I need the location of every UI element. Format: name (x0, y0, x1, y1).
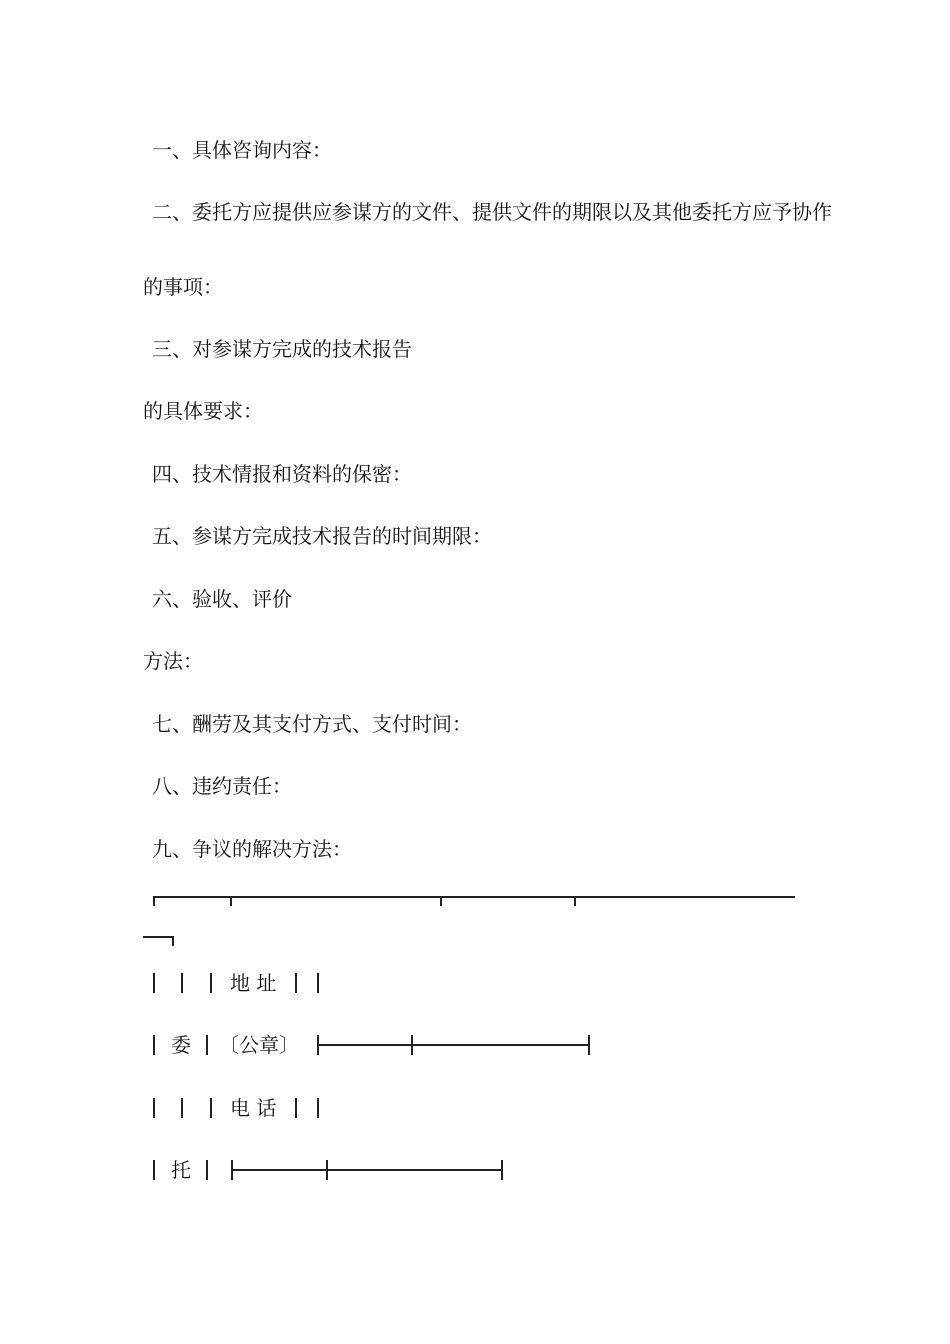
seal-label: 〔公章〕 (219, 1033, 299, 1057)
clause-4: 四、技术情报和资料的保密： (152, 462, 412, 486)
table-top-tick (230, 896, 232, 906)
table-vbar (295, 973, 297, 993)
clause-3-continuation: 的具体要求： (143, 399, 263, 423)
table-vbar (326, 1160, 328, 1180)
party-char-1: 委 (171, 1033, 191, 1057)
clause-2: 二、委托方应提供应参谋方的文件、提供文件的期限以及其他委托方应予协作 (152, 200, 832, 224)
table-vbar (588, 1035, 590, 1055)
table-vbar (153, 1098, 155, 1118)
table-vbar (411, 1035, 413, 1055)
clause-2-continuation: 的事项： (143, 275, 223, 299)
table-vbar (317, 973, 319, 993)
table-vbar (206, 1160, 208, 1180)
table-vbar (210, 973, 212, 993)
table-top-rule-wrap (143, 936, 173, 938)
table-top-tick (153, 896, 155, 906)
table-top-tick (440, 896, 442, 906)
clause-8: 八、违约责任： (152, 774, 292, 798)
table-mid-rule (317, 1044, 589, 1046)
clause-3: 三、对参谋方完成的技术报告 (152, 337, 412, 361)
table-vbar (295, 1098, 297, 1118)
table-vbar (181, 973, 183, 993)
table-top-tick (574, 896, 576, 906)
table-top-rule (153, 896, 795, 898)
clause-6-continuation: 方法： (143, 649, 203, 673)
clause-9: 九、争议的解决方法： (152, 837, 352, 861)
phone-label: 电 话 (230, 1096, 277, 1120)
table-vbar (153, 1160, 155, 1180)
table-vbar (206, 1035, 208, 1055)
clause-6: 六、验收、评价 (152, 587, 292, 611)
table-vbar (210, 1098, 212, 1118)
party-char-2: 托 (171, 1158, 191, 1182)
table-top-tick (172, 936, 174, 946)
clause-7: 七、酬劳及其支付方式、支付时间： (152, 712, 472, 736)
table-vbar (181, 1098, 183, 1118)
clause-1: 一、具体咨询内容： (152, 138, 332, 162)
table-vbar (153, 973, 155, 993)
table-vbar (153, 1035, 155, 1055)
table-vbar (501, 1160, 503, 1180)
table-bottom-rule (231, 1169, 502, 1171)
clause-5: 五、参谋方完成技术报告的时间期限： (152, 524, 492, 548)
address-label: 地 址 (230, 971, 277, 995)
table-vbar (317, 1098, 319, 1118)
